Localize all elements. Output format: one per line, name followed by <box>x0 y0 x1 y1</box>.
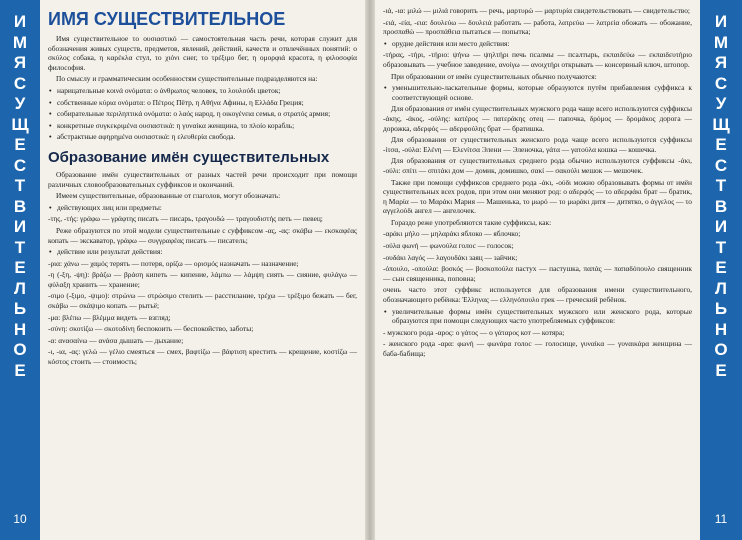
right-side-title: И М Я С У Щ Е С Т В И Т Е Л Ь Н О Е <box>712 12 730 380</box>
example-line: -η (-ξη, -ψη): βράζω — βράση кипеть — кипение, λάμπω — λάμψη сиять — сияние, φυλάγω — φύλαξη хранить — хранение; <box>48 270 357 289</box>
list-item: • собирательные περιληπτικά ονόματα: ο λαός народ, η οικογένεια семья, ο στρατός армия; <box>48 109 357 119</box>
page-title: ИМЯ СУЩЕСТВИТЕЛЬНОЕ <box>48 9 286 29</box>
example-line: -ι, -ια, -ας: γελώ — γέλιο смеяться — смех, βαφτίζω — βάφτιση крестить — крещение, κοστίζω — κόστος стоить — стоимость; <box>48 347 357 367</box>
paragraph: Также при помощи суффиксов среднего рода -άκι, -ούδι можно образовывать формы от имён существительных всех родов, при этом они меняют род: ο αδερφός — το αδερφάκι брат — братик, η Μαρία — το Μαράκι Мария — Машенька, το μωρό — το μωράκι дитя — дитятко, ο άγγελος — το αγγελούδι ангел — ангелочек. <box>383 177 692 216</box>
example-line: -μα: βλέπω — βλέμμα видеть — взгляд; <box>48 312 171 322</box>
list-item: • орудие действия или место действия: <box>383 39 692 49</box>
right-page <box>375 0 700 540</box>
page-number-left: 10 <box>13 512 27 526</box>
example-line: -ιά, -ια: μιλώ — μιλιά говорить — речь, μαρτυρώ — μαρτυρία свидетельствовать — свидетельство; <box>383 6 690 15</box>
intro-paragraph: Имя существительное το ουσιαστικό — самостоятельная часть речи, которая служит для обозначения живых существ, предметов, явлений, действий, качеств и отвлечённых понятий: ο σκύλος собака, η καρέκλα стул, το χιόνι снег, το τρέξιμο бег, η ομορφιά красота, η φιλοσοφία философия. <box>48 34 357 72</box>
example-line: - женского рода -αρα: φωνή — φωνάρα голос — голосище, γυναίκα — γυναικάρα женщина — баба-бабища; <box>383 339 692 358</box>
example-line: -τήρας, -τήρι, -τήριο: ψήνω — ψηλτήρι печь псалмы — псалтырь, εκπαιδεύω — εκπαιδευτήριο образовывать — учебное заведение, ανοίγω — ανοιχτήρι открывать — консервный ключ, штопор. <box>383 50 692 69</box>
example-line: -α: ανασαίνω — ανάσα дышать — дыхание; <box>48 335 184 345</box>
example-line: -σύνη: σκοτίζω — σκοτοδίνη беспокоить — беспокойство, заботы; <box>48 324 254 334</box>
book-gutter <box>365 0 375 540</box>
list-item: • конкретные συγκεκριμένα ουσιαστικά: η γυναίκα женщина, το πλοίο корабль; <box>48 121 357 131</box>
list-item: • уменьшительно-ласкательные формы, которые образуются путём прибавления суффикса к соответствующей основе. <box>383 83 692 102</box>
division-paragraph: По смыслу и грамматическим особенностям существительные подразделяются на: <box>56 74 318 84</box>
example-line: -αράκι μήλο — μηλαράκι яблоко — яблочко; <box>383 229 521 239</box>
list-item: • абстрактные αφηρημένα ουσιαστικά: η ελευθερία свобода. <box>48 132 357 142</box>
formation-paragraph: Образование имён существительных от разных частей речи происходит при помощи различных словообразовательных суффиксов и окончаний. <box>48 169 357 189</box>
example-line: -σιμο (-ξιμο, -ψιμο): στρώνω — στρώσιμο стелить — расстилание, τρέχω — τρέξιμο бежать — бег, σκάβω — σκάψιμο копать — рытьё; <box>48 291 357 311</box>
examples-lead: Имеем существительные, образованные от глаголов, могут обозначать: <box>56 191 281 201</box>
list-item: • нарицательные κοινά ονόματα: ο άνθρωπος человек, το λουλούδι цветок; <box>48 86 357 96</box>
list-item: • действие или результат действия: <box>48 247 357 257</box>
left-page <box>40 0 365 540</box>
example-line: -ειά, -εία, -εια: δουλεύω — δουλειά работать — работа, λατρεύω — λατρεία обожать — обожание, προσπαθώ — προσπάθεια пытаться — попытка; <box>383 17 692 37</box>
example-line: -όπουλο, -οπούλα: βοσκός — βοσκοπούλα пастух — пастушка, παπάς — παπαδόπουλο священник — сын священника, поповна; <box>383 264 692 283</box>
paragraph: При образовании от имён существительных обычно получаются: <box>391 71 597 81</box>
example-line: -ουδάκι λαγός — λαγουδάκι заяц — зайчик; <box>383 252 518 262</box>
section-heading: Образование имён существительных <box>48 148 330 166</box>
paragraph: Для образования от существительных среднего рода обычно используются суффиксы -άκι, -ούλι: σπίτι — σπιτάκι дом — домик, домишко, σακί — σακούλι мешок — мешочек. <box>383 156 692 175</box>
left-side-band <box>0 0 40 540</box>
example-line: -ούλα φωνή — φωνούλα голос — голосок; <box>383 241 514 251</box>
list-item: • собственные κύρια ονόματα: ο Πέτρος Пётр, η Αθήνα Афины, η Ελλάδα Греция; <box>48 98 357 108</box>
list-item: • увеличительные формы имён существительных мужского или женского рода, которые образуются при помощи следующих часто употребляемых суффиксов: <box>383 307 692 326</box>
paragraph: Для образования от существительных женского рода чаще всего используются суффиксы -ίτσα, -ούλα: Ελένη — Ελενίτσα Элени — Эленочка, γάτα — γατούλα кошка — кошечка. <box>383 135 692 154</box>
example-line: очень часто этот суффикс используется для образования имени существительного, обозначающего ребёнка: Έλληνας — ελληνόπουλο грек — греческий ребёнок. <box>383 285 692 305</box>
example-line: -της, -τής: γράφω — γράφτης писать — писарь, τραγουδώ — τραγουδιστής петь — певец; <box>48 214 323 224</box>
model-paragraph: Реже образуются по этой модели существительные с суффиксом -ας, -ας: σκάβω — εκσκαφέας копать — экскаватор, γράφω — συγγραφέας писать — писатель; <box>48 225 357 245</box>
page-number-right: 11 <box>714 512 728 526</box>
paragraph: Гораздо реже употребляются такие суффиксы, как: <box>391 217 552 227</box>
example-line: - мужского рода -αρος: ο γάτος — ο γάταρος кот — котяра; <box>383 327 565 337</box>
right-side-band <box>700 0 742 540</box>
list-item: • действующих лиц или предметы: <box>48 203 357 213</box>
example-line: -ρια: χάνω — χαμός терять — потеря, ορίζω — ορισμός назначать — назначение; <box>48 258 299 268</box>
left-side-title: И М Я С У Щ Е С Т В И Т Е Л Ь Н О Е <box>11 12 29 380</box>
paragraph: Для образования от имён существительных мужского рода чаще всего используются суффиксы -άκης, -άκος, -ούλης: κατέρος — πατεράκης отец — папочка, δρόμος — δρομάκος дорога — дорожка, αδερφός — αδερφούλης брат — братишка. <box>383 104 692 133</box>
